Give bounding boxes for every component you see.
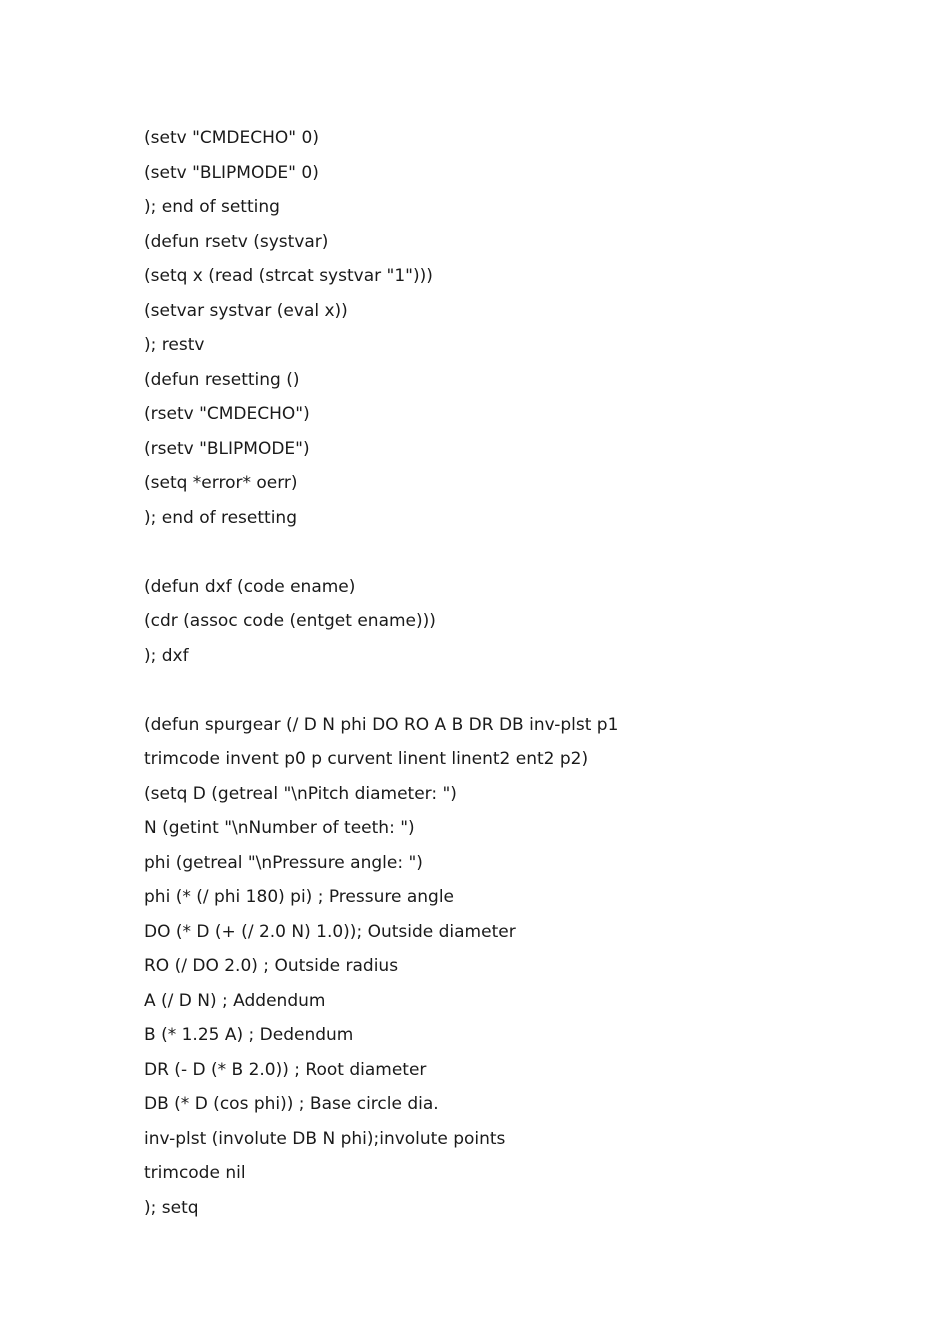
blank-line [144, 535, 904, 570]
code-line: RO (/ DO 2.0) ; Outside radius [144, 956, 399, 976]
code-line: (setv "BLIPMODE" 0) [144, 162, 319, 183]
code-line: (setq *error* oerr) [144, 473, 298, 493]
code-line: (defun rsetv (systvar) [144, 231, 329, 252]
code-line: trimcode nil [144, 1163, 246, 1183]
code-line: phi (getreal "\nPressure angle: ") [144, 852, 423, 873]
code-line: (defun dxf (code ename) [144, 576, 356, 597]
code-line: (cdr (assoc code (entget ename))) [144, 611, 436, 631]
code-line: inv-plst (involute DB N phi);involute points [144, 1128, 506, 1149]
code-line: B (* 1.25 A) ; Dedendum [144, 1025, 354, 1045]
code-line: DR (- D (* B 2.0)) ; Root diameter [144, 1059, 427, 1080]
code-line: ); restv [144, 335, 205, 355]
code-line: ); end of resetting [144, 507, 297, 528]
code-line: A (/ D N) ; Addendum [144, 990, 326, 1011]
code-line: DB (* D (cos phi)) ; Base circle dia. [144, 1094, 439, 1114]
code-listing [144, 121, 904, 1225]
code-line: N (getint "\nNumber of teeth: ") [144, 818, 415, 838]
code-line: (defun resetting () [144, 369, 300, 390]
blank-line [144, 673, 904, 708]
code-line: (setq D (getreal "\nPitch diameter: ") [144, 783, 457, 804]
code-line: ); setq [144, 1197, 199, 1218]
code-line: phi (* (/ phi 180) pi) ; Pressure angle [144, 887, 455, 907]
code-line: ); end of setting [144, 197, 280, 217]
code-line: (rsetv "BLIPMODE") [144, 438, 310, 459]
code-line: DO (* D (+ (/ 2.0 N) 1.0)); Outside diameter [144, 921, 516, 942]
code-line: trimcode invent p0 p curvent linent linent2 ent2 p2) [144, 749, 589, 769]
code-line: (setvar systvar (eval x)) [144, 300, 348, 321]
code-line: (defun spurgear (/ D N phi DO RO A B DR DB inv-plst p1 [144, 714, 619, 735]
code-line: (setq x (read (strcat systvar "1"))) [144, 266, 433, 286]
code-line: (setv "CMDECHO" 0) [144, 128, 319, 148]
code-line: ); dxf [144, 645, 189, 666]
code-line: (rsetv "CMDECHO") [144, 404, 310, 424]
